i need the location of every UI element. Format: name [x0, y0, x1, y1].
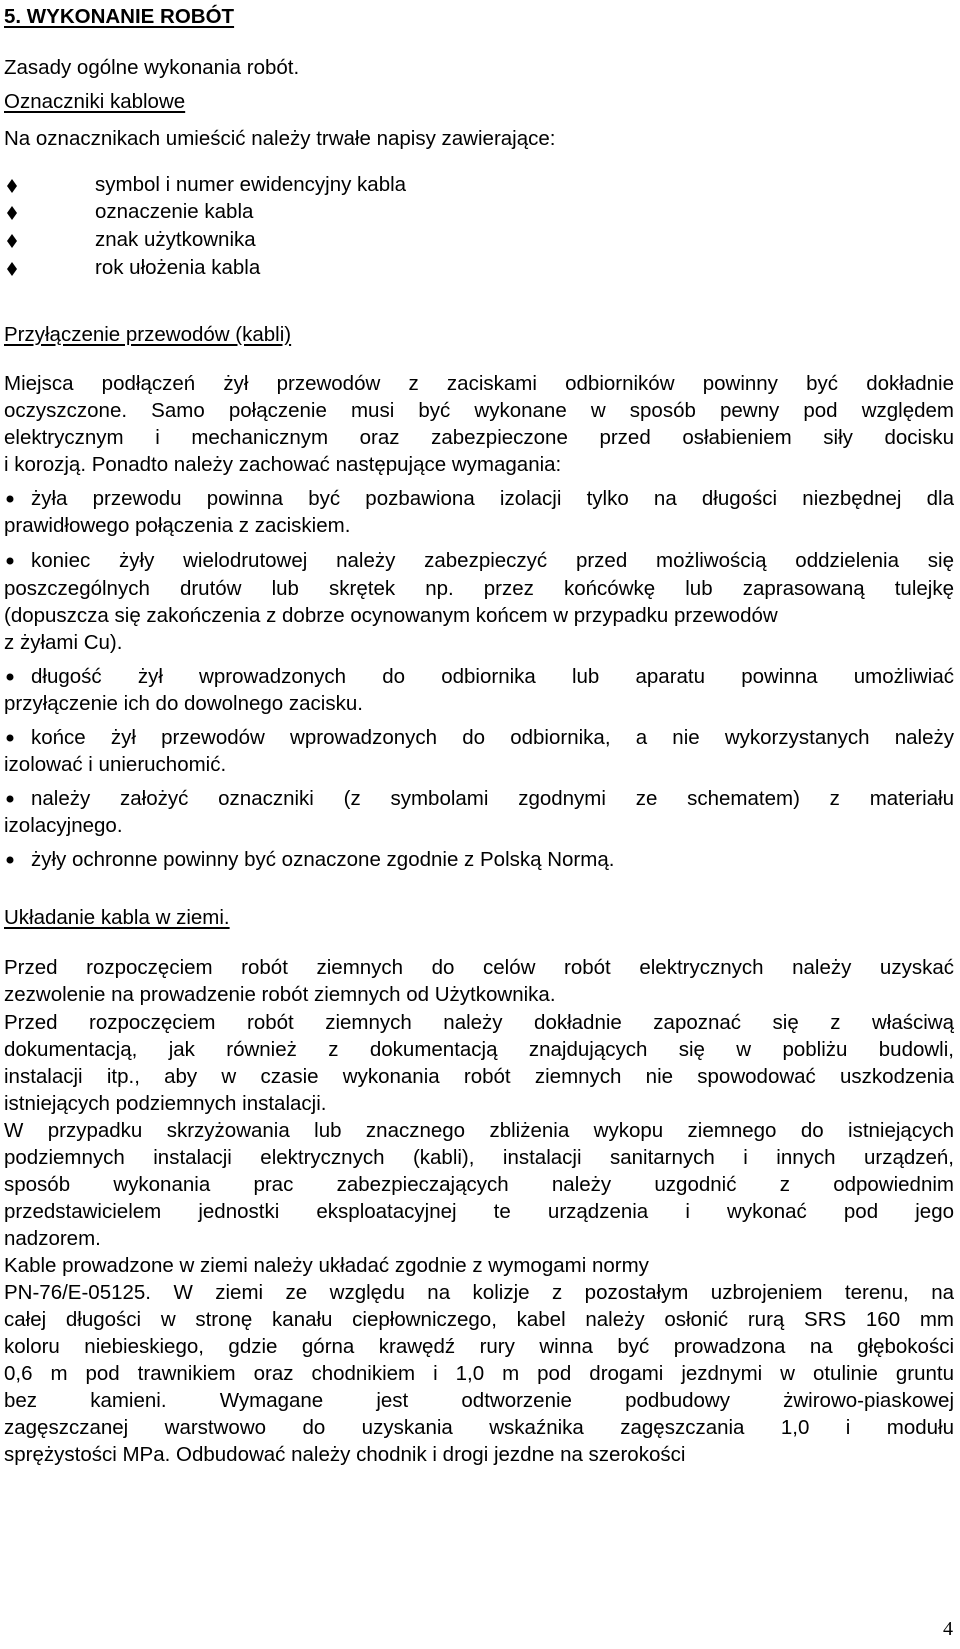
bullet-icon [4, 664, 26, 690]
bullet-icon [4, 847, 26, 873]
paragraph-line: W przypadku skrzyżowania lub znacznego zbliżenia wykopu ziemnego do istniejących [4, 1119, 954, 1142]
list-item: symbol i numer ewidencyjny kabla [95, 173, 407, 196]
paragraph-line: zagęszczanej warstwowo do uzyskania wskaźnika zagęszczania 1,0 i modułu [4, 1416, 954, 1439]
paragraph-line: Przed rozpoczęciem robót ziemnych do celów robót elektrycznych należy uzyskać [4, 956, 954, 979]
bullet-line: z żyłami Cu). [4, 631, 123, 654]
paragraph-line: dokumentacją, jak również z dokumentacją znajdujących się w pobliżu budowli, [4, 1038, 954, 1061]
cable-markers-title: Oznaczniki kablowe [4, 90, 186, 113]
diamond-bullet-icon [4, 202, 20, 224]
paragraph-line: istniejących podziemnych instalacji. [4, 1092, 327, 1115]
paragraph-line: instalacji itp., aby w czasie wykonania robót ziemnych nie spowodować uszkodzenia [4, 1065, 954, 1088]
list-item: znak użytkownika [95, 228, 256, 251]
paragraph-line-mixed [4, 398, 954, 424]
bullet-line: długość żył wprowadzonych do odbiornika lub aparatu powinna umożliwiać [31, 665, 954, 688]
bullet-line: końce żył przewodów wprowadzonych do odbiornika, a nie wykorzystanych należy [31, 726, 954, 749]
diamond-bullet-icon [4, 258, 20, 280]
paragraph-line: podziemnych instalacji elektrycznych (kabli), instalacji sanitarnych i innych urządzeń, [4, 1146, 954, 1169]
bullet-icon [4, 725, 26, 751]
wire-connection-title: Przyłączenie przewodów (kabli) [4, 323, 292, 346]
cable-laying-title: Układanie kabla w ziemi. [4, 906, 230, 929]
paragraph-line: oczyszczone. Samo połączenie musi być wykonane w sposób pewny pod względem [4, 399, 954, 422]
paragraph-line: bez kamieni. Wymagane jest odtworzenie podbudowy żwirowo-piaskowej [4, 1389, 954, 1412]
section-heading: 5. WYKONANIE ROBÓT [4, 5, 235, 28]
paragraph-line: sposób wykonania prac zabezpieczających należy uzgodnić z odpowiednim [4, 1173, 954, 1196]
bullet-line: należy założyć oznaczniki (z symbolami zgodnymi ze schematem) z materiału [31, 787, 954, 810]
paragraph-line: całej długości w stronę kanału ciepłowniczego, kabel należy osłonić rurą SRS 160 mm [4, 1308, 954, 1331]
paragraph-line: Kable prowadzone w ziemi należy układać zgodnie z wymogami normy [4, 1254, 649, 1277]
list-item: oznaczenie kabla [95, 200, 254, 223]
bullet-line: koniec żyły wielodrutowej należy zabezpieczyć przed możliwością oddzielenia się [31, 549, 954, 572]
paragraph-line: i korozją. Ponadto należy zachować następujące wymagania: [4, 453, 562, 476]
bullet-icon [4, 486, 26, 512]
bullet-line: (dopuszcza się zakończenia z dobrze ocynowanym końcem w przypadku przewodów [4, 604, 778, 627]
bullet-icon [4, 786, 26, 812]
paragraph-line: PN-76/E-05125. W ziemi ze względu na kolizje z pozostałym uzbrojeniem terenu, na [4, 1281, 954, 1304]
bullet-line: izolować i unieruchomić. [4, 753, 227, 776]
cable-markers-intro: Na oznacznikach umieścić należy trwałe napisy zawierające: [4, 127, 556, 150]
paragraph-line: sprężystości MPa. Odbudować należy chodnik i drogi jezdne na szerokości [4, 1443, 686, 1466]
diamond-bullet-icon [4, 230, 20, 252]
diamond-bullet-icon [4, 175, 20, 197]
bullet-line: poszczególnych drutów lub skrętek np. przez końcówkę lub zaprasowaną tulejkę [4, 577, 954, 600]
bullet-icon [4, 548, 26, 574]
bullet-line: prawidłowego połączenia z zaciskiem. [4, 514, 351, 537]
paragraph-line: zezwolenie na prowadzenie robót ziemnych od Użytkownika. [4, 983, 556, 1006]
paragraph-line: elektrycznym i mechanicznym oraz zabezpieczone przed osłabieniem siły docisku [4, 426, 954, 449]
general-rules-title: Zasady ogólne wykonania robót. [4, 56, 300, 79]
bullet-line: żyły ochronne powinny być oznaczone zgodnie z Polską Normą. [31, 848, 615, 871]
paragraph-line: Przed rozpoczęciem robót ziemnych należy dokładnie zapoznać się z właściwą [4, 1011, 954, 1034]
paragraph-line: 0,6 m pod trawnikiem oraz chodnikiem i 1,0 m pod drogami jezdnymi w otulinie gruntu [4, 1362, 954, 1385]
list-item: rok ułożenia kabla [95, 256, 261, 279]
paragraph-line: nadzorem. [4, 1227, 101, 1250]
bullet-line: żyła przewodu powinna być pozbawiona izolacji tylko na długości niezbędnej dla [31, 487, 954, 510]
page-number: 4 [943, 1618, 953, 1640]
paragraph-line: Miejsca podłączeń żył przewodów z zaciskami odbiorników powinny być dokładnie [4, 372, 954, 395]
paragraph-line: koloru niebieskiego, gdzie górna krawędź rury winna być prowadzona na głębokości [4, 1335, 954, 1358]
bullet-line: izolacyjnego. [4, 814, 123, 837]
paragraph-line: przedstawicielem jednostki eksploatacyjnej te urządzenia i wykonać pod jego [4, 1200, 954, 1223]
bullet-line: przyłączenie ich do dowolnego zacisku. [4, 692, 363, 715]
